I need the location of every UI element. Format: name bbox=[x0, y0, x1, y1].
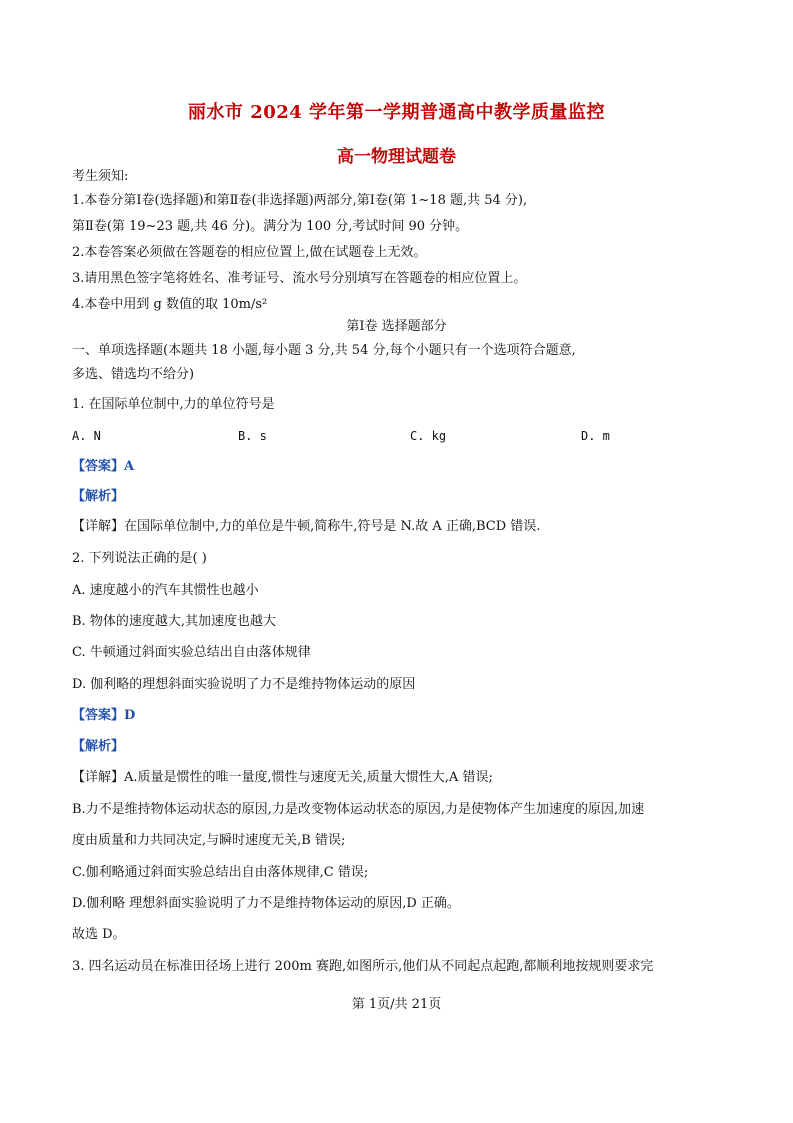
section-title: 第Ⅰ卷 选择题部分 bbox=[346, 319, 447, 334]
page-number: 第 1页/共 21页 bbox=[351, 997, 442, 1012]
q2-stem: 2. 下列说法正确的是( ) bbox=[72, 551, 207, 566]
q1-stem: 1. 在国际单位制中,力的单位符号是 bbox=[72, 397, 275, 412]
q2-detail-2b: 度由质量和力共同决定,与瞬时速度无关,B 错误; bbox=[72, 833, 346, 848]
q1-detail: 【详解】在国际单位制中,力的单位是牛顿,简称牛,符号是 N.故 A 正确,BCD 错误. bbox=[72, 519, 541, 534]
notice-item-3: 3.请用黑色签字笔将姓名、准考证号、流水号分别填写在答题卷的相应位置上。 bbox=[72, 271, 527, 286]
q2-option-d: D. 伽利略的理想斜面实验说明了力不是维持物体运动的原因 bbox=[72, 677, 416, 692]
notice-item-2: 2.本卷答案必须做在答题卷的相应位置上,做在试题卷上无效。 bbox=[72, 245, 427, 260]
q2-detail-4: D.伽利略 理想斜面实验说明了力不是维持物体运动的原因,D 正确。 bbox=[72, 896, 460, 911]
q1-option-b: B. s bbox=[238, 429, 267, 443]
q2-detail-2a: B.力不是维持物体运动状态的原因,力是改变物体运动状态的原因,力是使物体产生加速度的原因,加速 bbox=[72, 802, 645, 817]
exam-title: 丽水市 2024 学年第一学期普通高中教学质量监控 bbox=[187, 102, 606, 123]
notice-item-1a: 1.本卷分第Ⅰ卷(选择题)和第Ⅱ卷(非选择题)两部分,第Ⅰ卷(第 1~18 题,共 54 分), bbox=[72, 193, 528, 208]
section-intro-b: 多选、错选均不给分) bbox=[72, 367, 195, 382]
q2-analysis: 【解析】 bbox=[72, 739, 125, 754]
q2-option-a: A. 速度越小的汽车其惯性也越小 bbox=[72, 583, 259, 598]
exam-subtitle: 高一物理试题卷 bbox=[337, 147, 456, 167]
q3-stem: 3. 四名运动员在标准田径场上进行 200m 赛跑,如图所示,他们从不同起点起跑,都顺利地按规则要求完 bbox=[72, 959, 654, 974]
q1-analysis: 【解析】 bbox=[72, 489, 125, 504]
q1-answer: 【答案】A bbox=[72, 459, 135, 474]
notice-heading: 考生须知: bbox=[72, 169, 129, 184]
q2-option-c: C. 牛顿通过斜面实验总结出自由落体规律 bbox=[72, 645, 311, 660]
q2-detail-1: 【详解】A.质量是惯性的唯一量度,惯性与速度无关,质量大惯性大,A 错误; bbox=[72, 770, 493, 785]
q2-answer: 【答案】D bbox=[72, 708, 136, 723]
q2-conclusion: 故选 D。 bbox=[72, 927, 126, 942]
notice-item-4: 4.本卷中用到 g 数值的取 10m/s² bbox=[72, 297, 268, 312]
q1-option-d: D. m bbox=[581, 429, 610, 443]
section-intro-a: 一、单项选择题(本题共 18 小题,每小题 3 分,共 54 分,每个小题只有一个选项符合题意, bbox=[72, 343, 576, 358]
notice-item-1b: 第Ⅱ卷(第 19~23 题,共 46 分)。满分为 100 分,考试时间 90 分钟。 bbox=[72, 219, 469, 234]
q1-option-c: C. kg bbox=[410, 429, 447, 443]
q1-option-a: A. N bbox=[72, 429, 101, 443]
q2-detail-3: C.伽利略通过斜面实验总结出自由落体规律,C 错误; bbox=[72, 865, 369, 880]
q2-option-b: B. 物体的速度越大,其加速度也越大 bbox=[72, 614, 276, 629]
